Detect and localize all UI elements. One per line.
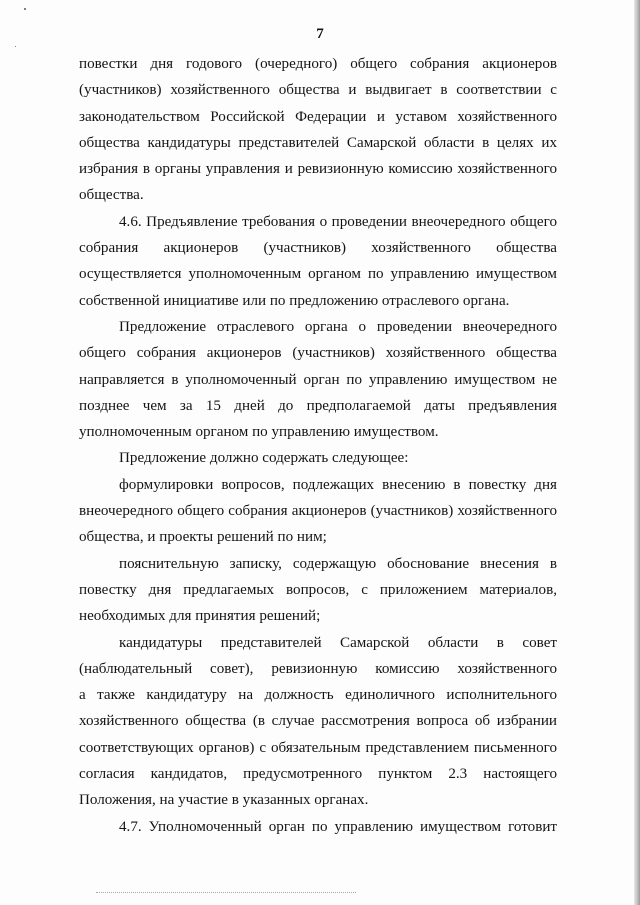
- scan-speck: [24, 8, 26, 10]
- text-line: повестки дня годового (очередного) общего собрания акционеров: [79, 56, 557, 72]
- text-line: общего собрания акционеров (участников) хозяйственного общества: [79, 345, 557, 362]
- text-line: общества.: [79, 187, 144, 204]
- text-line: позднее чем за 15 дней до предполагаемой даты предъявления: [79, 397, 557, 414]
- text-line: осуществляется уполномоченным органом по управлению имуществом: [79, 266, 557, 283]
- text-line: Предложение должно содержать следующее:: [119, 450, 409, 467]
- scan-artifact-line: [96, 892, 356, 893]
- text-line: Положения, на участие в указанных органах.: [79, 792, 369, 809]
- text-line: повестку дня предлагаемых вопросов, с приложением материалов,: [79, 581, 557, 598]
- text-line: собрания акционеров (участников) хозяйственного общества: [79, 240, 557, 257]
- text-line: (наблюдательный совет), ревизионную комиссию хозяйственного: [79, 660, 557, 677]
- text-line: 4.7. Уполномоченный орган по управлению имуществом готовит: [119, 818, 557, 835]
- text-line: внеочередного общего собрания акционеров (участников) хозяйственного: [79, 503, 557, 520]
- text-line: соответствующих органов) с обязательным представлением письменного: [79, 739, 557, 756]
- text-line: пояснительную записку, содержащую обоснование внесения в: [119, 555, 557, 572]
- text-line: Предложение отраслевого органа о проведении внеочередного: [119, 318, 557, 335]
- text-line: согласия кандидатов, предусмотренного пунктом 2.3 настоящего: [79, 766, 557, 783]
- text-line: общества, и проекты решений по ним;: [79, 529, 327, 546]
- text-line: хозяйственного общества (в случае рассмотрения вопроса об избрании: [79, 713, 557, 730]
- text-line: общества кандидатуры представителей Самарской области в целях их: [79, 134, 557, 151]
- text-line: формулировки вопросов, подлежащих внесению в повестку дня: [119, 476, 557, 493]
- text-line: избрания в органы управления и ревизионную комиссию хозяйственного: [79, 161, 557, 178]
- scan-speck: [15, 46, 16, 47]
- text-line: уполномоченным органом по управлению имуществом.: [79, 424, 439, 441]
- text-line: собственной инициативе или по предложению отраслевого органа.: [79, 292, 510, 309]
- scan-edge-shadow: [634, 0, 640, 905]
- text-line: а также кандидатуру на должность единоличного исполнительного: [79, 687, 557, 704]
- text-line: необходимых для принятия решений;: [79, 608, 321, 625]
- text-line: направляется в уполномоченный орган по управлению имуществом не: [79, 371, 557, 388]
- text-line: законодательством Российской Федерации и уставом хозяйственного: [79, 108, 557, 125]
- text-line: (участников) хозяйственного общества и выдвигает в соответствии с: [79, 82, 557, 99]
- document-body: [79, 51, 557, 840]
- text-line: кандидатуры представителей Самарской области в совет: [119, 634, 557, 651]
- text-line: 4.6. Предъявление требования о проведении внеочередного общего: [119, 213, 557, 230]
- page-number: 7: [316, 26, 324, 42]
